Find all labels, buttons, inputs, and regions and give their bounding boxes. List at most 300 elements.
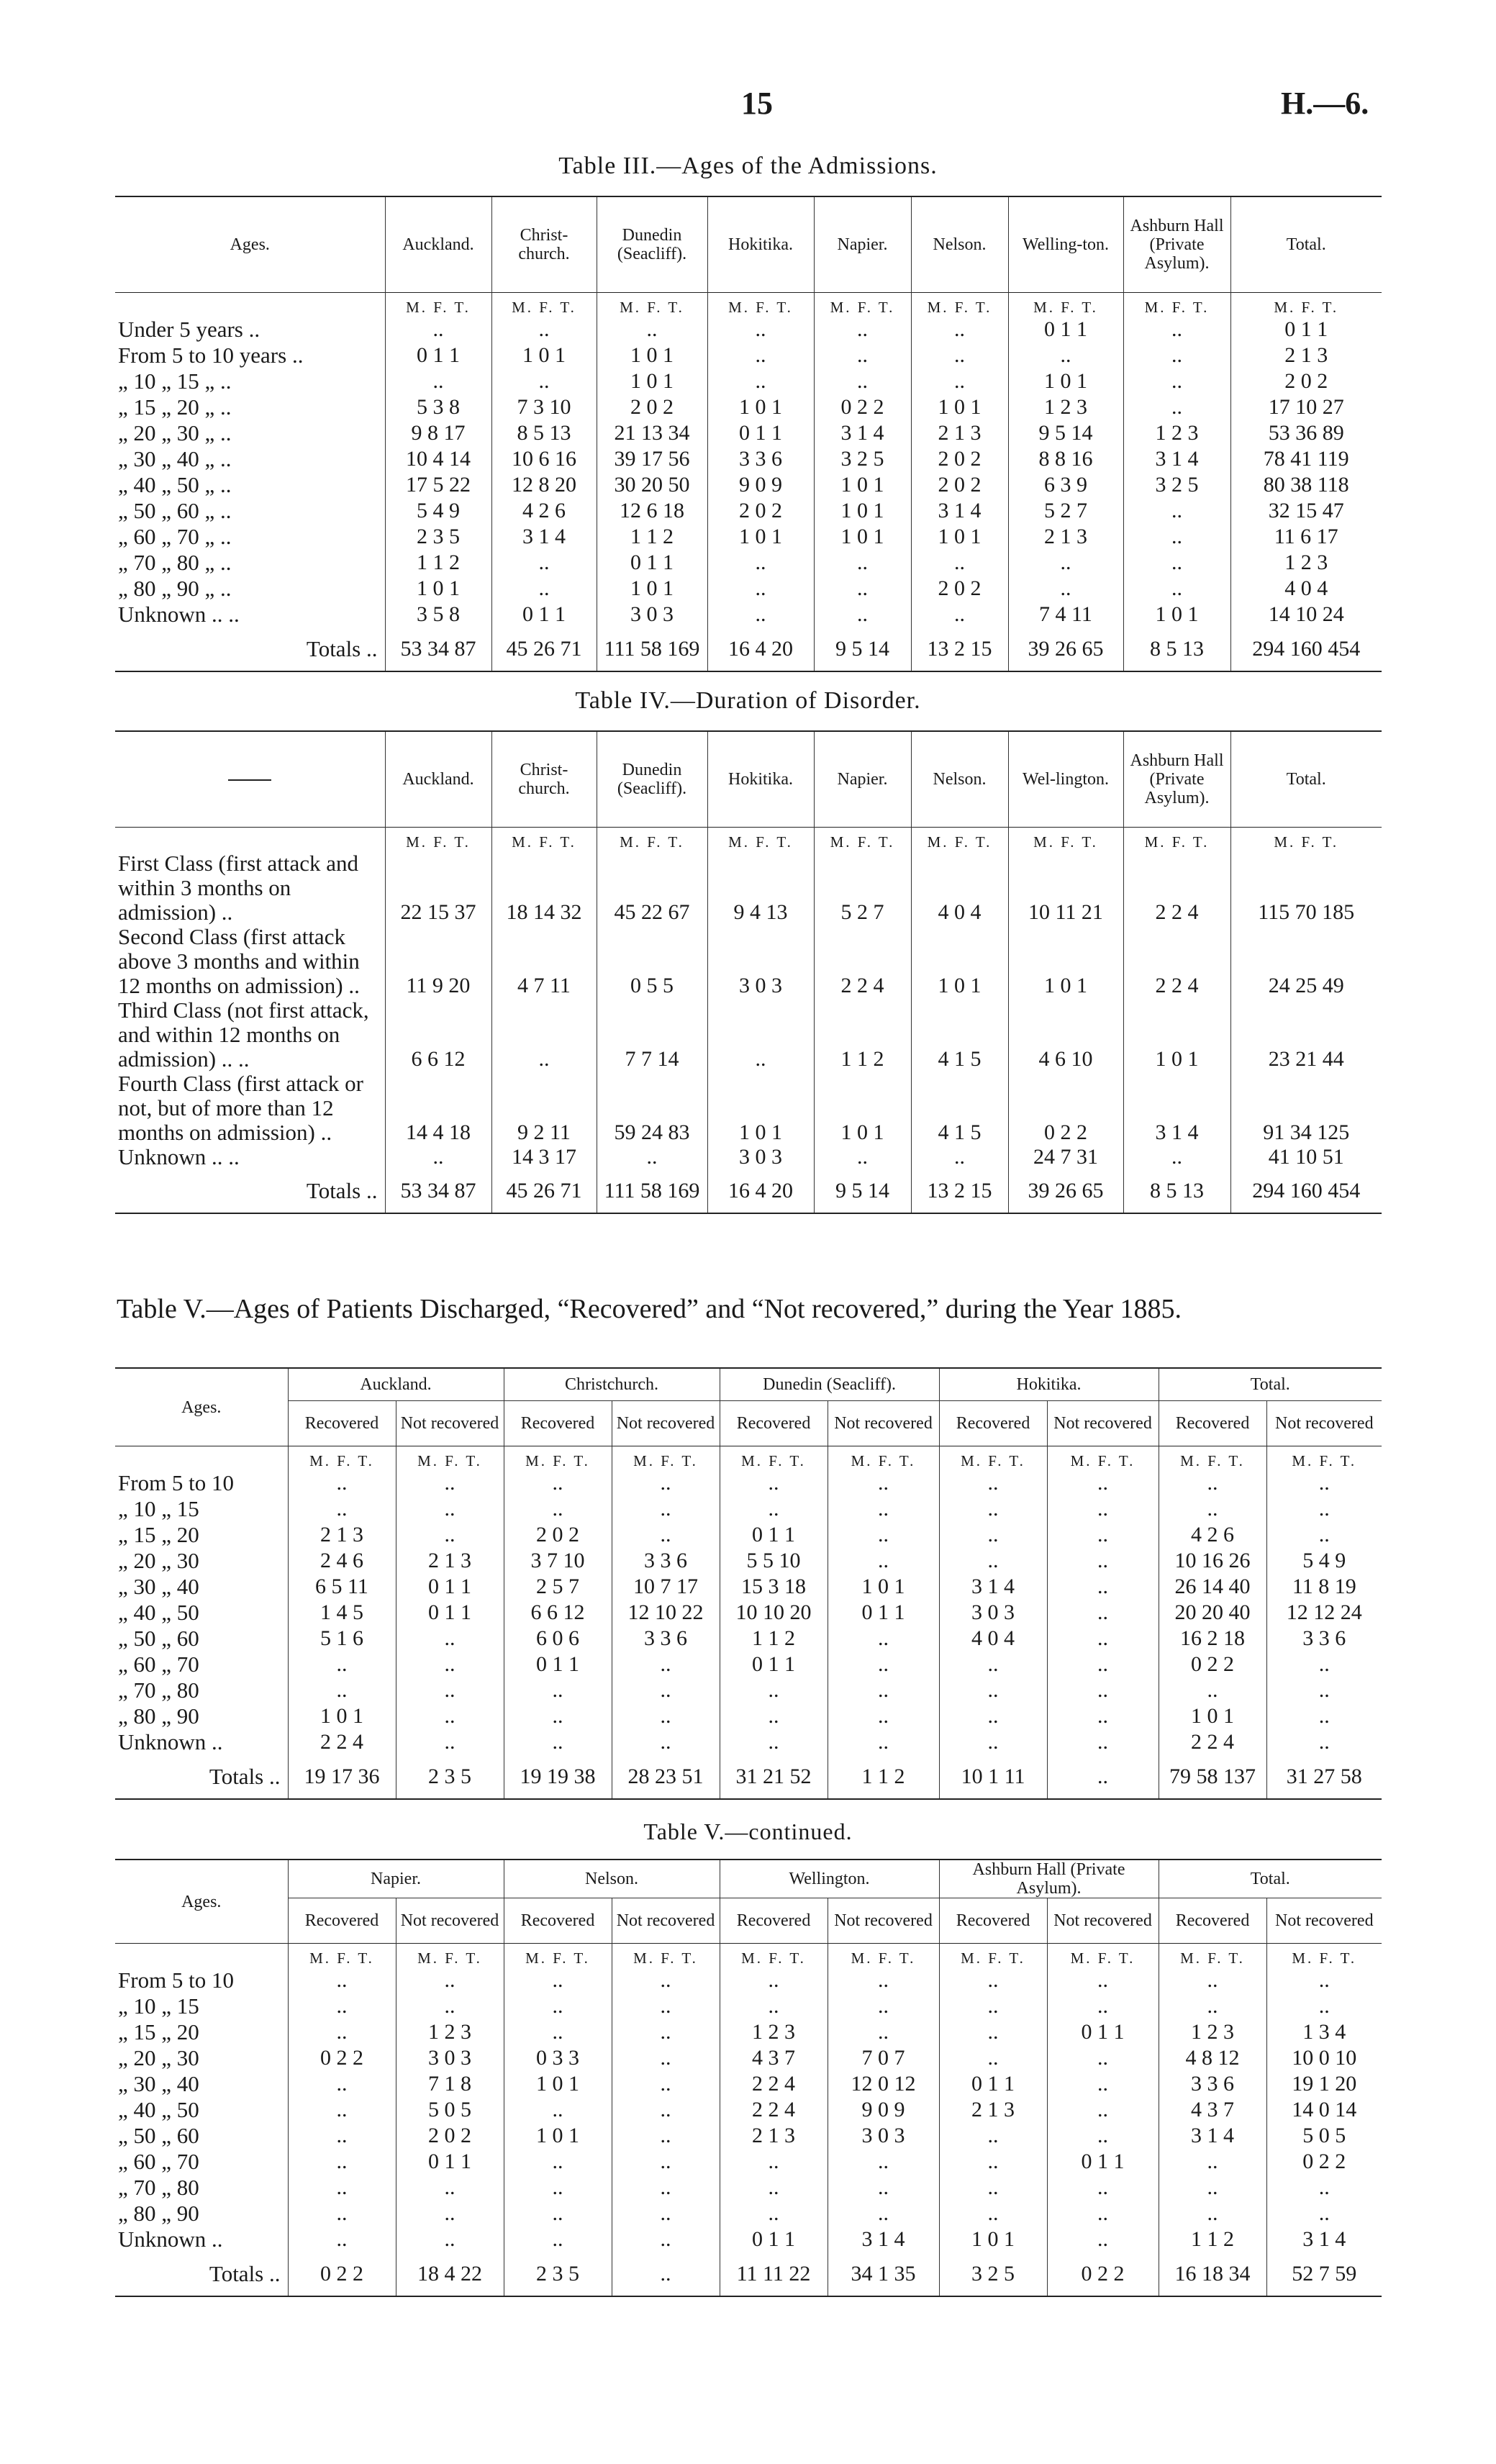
t3-cell: 1 0 1 xyxy=(491,343,597,368)
t5b-cell: 7 0 7 xyxy=(828,2045,939,2071)
t3-totals-cell: 111 58 169 xyxy=(597,628,707,671)
t5b-cell: 1 2 3 xyxy=(720,2019,828,2045)
t3-cell: 4 0 4 xyxy=(1230,576,1382,602)
t4-cell: 4 6 10 xyxy=(1008,998,1123,1072)
t4-header-col: Auckland. xyxy=(385,731,491,828)
t3-cell: 1 2 3 xyxy=(1123,420,1230,446)
t5b-cell: .. xyxy=(720,2149,828,2175)
t3-row xyxy=(115,420,1382,446)
t4-cell: 23 21 44 xyxy=(1230,998,1382,1072)
t3-cell: 1 1 2 xyxy=(385,550,491,576)
t4-totals-cell: 13 2 15 xyxy=(911,1169,1008,1213)
t5b-cell: .. xyxy=(828,1993,939,2019)
t5b-sub-mft: M. F. T. xyxy=(828,1944,939,1968)
t5b-cell: 0 1 1 xyxy=(939,2071,1047,2097)
t4-header-col: Christ-church. xyxy=(491,731,597,828)
t5b-cell: 1 2 3 xyxy=(396,2019,504,2045)
t4-header-col: Dunedin (Seacliff). xyxy=(597,731,707,828)
t4-cell: 59 24 83 xyxy=(597,1072,707,1145)
page-number: 15 xyxy=(741,86,773,121)
t5b-cell: .. xyxy=(396,2227,504,2252)
t5b-cell: 3 1 4 xyxy=(828,2227,939,2252)
t3-sub-mft: M. F. T. xyxy=(1008,293,1123,317)
t3-cell: 39 17 56 xyxy=(597,446,707,472)
t4-cell: .. xyxy=(707,998,814,1072)
t5b-cell: 19 1 20 xyxy=(1266,2071,1382,2097)
t5b-cell: .. xyxy=(1266,2175,1382,2201)
t5b-cell: 2 0 2 xyxy=(396,2123,504,2149)
t3-cell: 3 2 5 xyxy=(1123,472,1230,498)
t3-cell: 9 5 14 xyxy=(1008,420,1123,446)
t5b-not-recovered-header: Not recovered xyxy=(828,1898,939,1944)
t5-totals-cell: 79 58 137 xyxy=(1159,1755,1266,1799)
t3-row-label: „ 20 „ 30 „ .. xyxy=(118,420,232,445)
t5b-group-header: Wellington. xyxy=(720,1860,939,1898)
t5-not-recovered-header: Not recovered xyxy=(828,1401,939,1446)
t4-sub-mft: M. F. T. xyxy=(1008,828,1123,852)
t4-header-col: Hokitika. xyxy=(707,731,814,828)
t5-cell: .. xyxy=(1159,1470,1266,1496)
t5b-row xyxy=(115,1967,1382,1993)
t4-totals-cell: 45 26 71 xyxy=(491,1169,597,1213)
t5b-row xyxy=(115,2227,1382,2252)
t3-totals-cell: 294 160 454 xyxy=(1230,628,1382,671)
t4-cell: 2 2 4 xyxy=(1123,851,1230,925)
t3-cell: 1 0 1 xyxy=(597,576,707,602)
t5-cell: .. xyxy=(939,1470,1047,1496)
t3-row-label: „ 30 „ 40 „ .. xyxy=(118,446,232,471)
t5b-row-label: „ 15 „ 20 xyxy=(118,2019,199,2044)
t5b-cell: .. xyxy=(939,1967,1047,1993)
t5b-cell: 1 0 1 xyxy=(939,2227,1047,2252)
t5-cell: .. xyxy=(720,1729,828,1755)
t4-cell: 1 0 1 xyxy=(1123,998,1230,1072)
t3-cell: .. xyxy=(1123,317,1230,343)
t5-group-header: Auckland. xyxy=(288,1368,504,1401)
t3-cell: 21 13 34 xyxy=(597,420,707,446)
t5-totals-cell: 19 17 36 xyxy=(288,1755,396,1799)
t5b-cell: .. xyxy=(1047,2227,1159,2252)
t5-cell: 4 2 6 xyxy=(1159,1522,1266,1548)
t4-row-label: First Class (first attack and within 3 months on admission) .. xyxy=(118,851,359,925)
t5b-sub-mft: M. F. T. xyxy=(1047,1944,1159,1968)
t5-sub-mft: M. F. T. xyxy=(288,1446,396,1471)
t3-cell: 0 1 1 xyxy=(1008,317,1123,343)
t4-cell: 1 1 2 xyxy=(814,998,911,1072)
t4-sub-mft: M. F. T. xyxy=(491,828,597,852)
t4-cell: 5 2 7 xyxy=(814,851,911,925)
t5b-cell: 1 0 1 xyxy=(504,2071,612,2097)
t5-cell: .. xyxy=(828,1729,939,1755)
t5-cell: 6 6 12 xyxy=(504,1600,612,1626)
t3-cell: 1 0 1 xyxy=(814,472,911,498)
t5-cell: .. xyxy=(939,1703,1047,1729)
t5b-cell: 0 1 1 xyxy=(1047,2019,1159,2045)
t5b-sub-mft: M. F. T. xyxy=(612,1944,720,1968)
t4-cell: 4 7 11 xyxy=(491,925,597,998)
t4-cell: 4 0 4 xyxy=(911,851,1008,925)
t3-cell: 3 5 8 xyxy=(385,602,491,628)
t5b-cell: 1 1 2 xyxy=(1159,2227,1266,2252)
t3-totals-cell: 13 2 15 xyxy=(911,628,1008,671)
t3-cell: 3 0 3 xyxy=(597,602,707,628)
t3-cell: .. xyxy=(491,317,597,343)
t5b-cell: .. xyxy=(720,1967,828,1993)
t5-row-label: „ 30 „ 40 xyxy=(118,1574,199,1599)
table-4-blank-header xyxy=(115,731,385,828)
t4-cell: 6 6 12 xyxy=(385,998,491,1072)
t5b-row-label: „ 20 „ 30 xyxy=(118,2045,199,2070)
t3-header-col: Total. xyxy=(1230,196,1382,293)
t5b-cell: 2 1 3 xyxy=(939,2097,1047,2123)
t5-row xyxy=(115,1703,1382,1729)
t3-header-col: Nelson. xyxy=(911,196,1008,293)
t5-not-recovered-header: Not recovered xyxy=(612,1401,720,1446)
t4-cell: .. xyxy=(385,1145,491,1169)
t3-header-col: Hokitika. xyxy=(707,196,814,293)
t4-cell: 24 7 31 xyxy=(1008,1145,1123,1169)
t5-cell: 1 1 2 xyxy=(720,1626,828,1652)
t5b-cell: .. xyxy=(612,2175,720,2201)
t5-row-label: From 5 to 10 xyxy=(118,1470,235,1495)
t5-totals-label: Totals .. xyxy=(115,1755,288,1799)
t4-sub-mft: M. F. T. xyxy=(707,828,814,852)
t4-header-col: Wel-lington. xyxy=(1008,731,1123,828)
t5-cell: .. xyxy=(612,1496,720,1522)
t3-cell: 0 1 1 xyxy=(385,343,491,368)
t5-cell: .. xyxy=(1266,1652,1382,1677)
t5b-recovered-header: Recovered xyxy=(288,1898,396,1944)
t3-cell: 11 6 17 xyxy=(1230,524,1382,550)
t5b-totals-label: Totals .. xyxy=(115,2252,288,2296)
t5-row-label: „ 60 „ 70 xyxy=(118,1652,199,1677)
t5-sub-mft: M. F. T. xyxy=(504,1446,612,1471)
t5-cell: 2 2 4 xyxy=(288,1729,396,1755)
t5b-cell: .. xyxy=(1047,2071,1159,2097)
t5-row-label: „ 70 „ 80 xyxy=(118,1677,199,1703)
t3-cell: 1 0 1 xyxy=(1008,368,1123,394)
t5-cell: 12 10 22 xyxy=(612,1600,720,1626)
t5-cell: .. xyxy=(720,1677,828,1703)
t5-cell: .. xyxy=(939,1522,1047,1548)
t5-cell: .. xyxy=(1047,1522,1159,1548)
t5-cell: .. xyxy=(828,1522,939,1548)
t5b-recovered-header: Recovered xyxy=(720,1898,828,1944)
t5b-row xyxy=(115,2201,1382,2227)
t5b-cell: .. xyxy=(504,2149,612,2175)
t5b-cell: .. xyxy=(288,2097,396,2123)
t4-cell: 11 9 20 xyxy=(385,925,491,998)
t5b-row xyxy=(115,2019,1382,2045)
t4-sub-mft: M. F. T. xyxy=(1230,828,1382,852)
t5b-group-header: Ashburn Hall (Private Asylum). xyxy=(939,1860,1159,1898)
t5-totals-cell: 1 1 2 xyxy=(828,1755,939,1799)
t5b-totals-cell: 34 1 35 xyxy=(828,2252,939,2296)
t5-group-header: Dunedin (Seacliff). xyxy=(720,1368,939,1401)
table-4-duration-of-disorder xyxy=(115,730,1382,1214)
t5b-cell: 0 2 2 xyxy=(1266,2149,1382,2175)
t4-totals-cell: 9 5 14 xyxy=(814,1169,911,1213)
t3-cell: 1 0 1 xyxy=(911,524,1008,550)
t3-cell: 1 0 1 xyxy=(597,343,707,368)
t3-cell: 2 0 2 xyxy=(911,576,1008,602)
t5-cell: 3 3 6 xyxy=(1266,1626,1382,1652)
t5b-cell: .. xyxy=(828,2201,939,2227)
t3-sub-blank xyxy=(115,293,385,317)
t3-row xyxy=(115,368,1382,394)
t3-cell: 0 1 1 xyxy=(707,420,814,446)
t5-row-label: „ 10 „ 15 xyxy=(118,1496,199,1521)
t3-cell: .. xyxy=(911,368,1008,394)
t5-cell: 15 3 18 xyxy=(720,1574,828,1600)
t3-cell: .. xyxy=(814,343,911,368)
t5b-cell: 2 1 3 xyxy=(720,2123,828,2149)
t5b-totals-cell: 0 2 2 xyxy=(288,2252,396,2296)
t5b-totals-cell: 16 18 34 xyxy=(1159,2252,1266,2296)
t4-totals-cell: 294 160 454 xyxy=(1230,1169,1382,1213)
t3-cell: .. xyxy=(491,368,597,394)
t4-cell: 1 0 1 xyxy=(707,1072,814,1145)
t5b-cell: .. xyxy=(396,1993,504,2019)
t5-cell: .. xyxy=(1266,1677,1382,1703)
t5-recovered-header: Recovered xyxy=(288,1401,396,1446)
t5b-cell: 0 1 1 xyxy=(396,2149,504,2175)
t5b-cell: .. xyxy=(1159,2175,1266,2201)
t5-cell: .. xyxy=(504,1470,612,1496)
t5b-cell: .. xyxy=(612,2019,720,2045)
t5b-cell: .. xyxy=(828,2175,939,2201)
t5b-recovered-header: Recovered xyxy=(504,1898,612,1944)
t5-cell: .. xyxy=(1047,1729,1159,1755)
t5-group-header: Hokitika. xyxy=(939,1368,1159,1401)
t3-row xyxy=(115,446,1382,472)
t5b-cell: .. xyxy=(1047,1993,1159,2019)
t3-cell: .. xyxy=(911,317,1008,343)
t3-cell: 3 2 5 xyxy=(814,446,911,472)
t5b-row-label: „ 80 „ 90 xyxy=(118,2201,199,2226)
t5-cell: 5 5 10 xyxy=(720,1548,828,1574)
t3-cell: .. xyxy=(911,343,1008,368)
t3-header-ages: Ages. xyxy=(115,196,385,293)
t3-sub-mft: M. F. T. xyxy=(911,293,1008,317)
t5-sub-blank xyxy=(115,1446,288,1471)
t3-cell: .. xyxy=(707,368,814,394)
t5b-cell: 3 1 4 xyxy=(1159,2123,1266,2149)
t3-cell: .. xyxy=(911,550,1008,576)
t5-recovered-header: Recovered xyxy=(939,1401,1047,1446)
t3-cell: 1 0 1 xyxy=(385,576,491,602)
t4-sub-mft: M. F. T. xyxy=(597,828,707,852)
t3-cell: 1 2 3 xyxy=(1008,394,1123,420)
t3-cell: .. xyxy=(1123,524,1230,550)
t5-cell: .. xyxy=(939,1729,1047,1755)
t5-totals-cell: .. xyxy=(1047,1755,1159,1799)
t5b-cell: .. xyxy=(1266,1993,1382,2019)
t5-cell: 1 4 5 xyxy=(288,1600,396,1626)
t3-cell: 30 20 50 xyxy=(597,472,707,498)
t3-totals-cell: 8 5 13 xyxy=(1123,628,1230,671)
t5b-not-recovered-header: Not recovered xyxy=(612,1898,720,1944)
t5b-row-label: „ 10 „ 15 xyxy=(118,1993,199,2019)
t5-cell: .. xyxy=(1047,1548,1159,1574)
t5-cell: .. xyxy=(1159,1496,1266,1522)
t5b-cell: .. xyxy=(1159,2201,1266,2227)
t5-not-recovered-header: Not recovered xyxy=(396,1401,504,1446)
t5b-sub-mft: M. F. T. xyxy=(504,1944,612,1968)
t5b-cell: .. xyxy=(1047,2175,1159,2201)
t3-cell: 1 0 1 xyxy=(1123,602,1230,628)
t5b-cell: 1 3 4 xyxy=(1266,2019,1382,2045)
t5b-recovered-header: Recovered xyxy=(1159,1898,1266,1944)
t5b-cell: .. xyxy=(1047,2097,1159,2123)
table-3-ages-of-admissions xyxy=(115,196,1382,672)
t5b-cell: .. xyxy=(828,2019,939,2045)
t5-totals-cell: 31 21 52 xyxy=(720,1755,828,1799)
t3-cell: 9 0 9 xyxy=(707,472,814,498)
t3-cell: 10 4 14 xyxy=(385,446,491,472)
t3-cell: .. xyxy=(814,550,911,576)
t5b-recovered-header: Recovered xyxy=(939,1898,1047,1944)
t3-cell: 12 8 20 xyxy=(491,472,597,498)
t5b-totals-cell: 52 7 59 xyxy=(1266,2252,1382,2296)
t5b-sub-mft: M. F. T. xyxy=(1266,1944,1382,1968)
t3-sub-mft: M. F. T. xyxy=(1123,293,1230,317)
t5-cell: .. xyxy=(828,1652,939,1677)
t3-header-col: Welling-ton. xyxy=(1008,196,1123,293)
t4-header-col: Napier. xyxy=(814,731,911,828)
t5-cell: .. xyxy=(828,1548,939,1574)
t5-sub-mft: M. F. T. xyxy=(396,1446,504,1471)
t5-cell: .. xyxy=(396,1703,504,1729)
t5-cell: .. xyxy=(1047,1470,1159,1496)
t4-cell: 0 5 5 xyxy=(597,925,707,998)
t5-cell: 5 4 9 xyxy=(1266,1548,1382,1574)
t5-cell: .. xyxy=(396,1652,504,1677)
t4-cell: 14 4 18 xyxy=(385,1072,491,1145)
t3-totals-cell: 53 34 87 xyxy=(385,628,491,671)
t4-header-col: Nelson. xyxy=(911,731,1008,828)
t3-header-col: Christ-church. xyxy=(491,196,597,293)
t5b-cell: 1 2 3 xyxy=(1159,2019,1266,2045)
t5-cell: 0 1 1 xyxy=(828,1600,939,1626)
t5b-cell: 4 8 12 xyxy=(1159,2045,1266,2071)
t5b-row-label: „ 60 „ 70 xyxy=(118,2149,199,2174)
t5b-cell: .. xyxy=(504,2201,612,2227)
t5-cell: 1 0 1 xyxy=(828,1574,939,1600)
t5-row xyxy=(115,1600,1382,1626)
t4-row xyxy=(115,851,1382,925)
t5-cell: .. xyxy=(288,1652,396,1677)
t4-cell: 41 10 51 xyxy=(1230,1145,1382,1169)
t5-row xyxy=(115,1626,1382,1652)
t3-row xyxy=(115,602,1382,628)
t5-cell: .. xyxy=(288,1677,396,1703)
t5b-cell: .. xyxy=(720,2201,828,2227)
t3-cell: 2 0 2 xyxy=(911,446,1008,472)
t3-cell: .. xyxy=(1008,576,1123,602)
t5-cell: .. xyxy=(1047,1703,1159,1729)
t5b-cell: 10 0 10 xyxy=(1266,2045,1382,2071)
t5b-sub-mft: M. F. T. xyxy=(939,1944,1047,1968)
t3-cell: 3 1 4 xyxy=(814,420,911,446)
t5b-sub-mft: M. F. T. xyxy=(288,1944,396,1968)
t5b-cell: 0 1 1 xyxy=(1047,2149,1159,2175)
t3-cell: 2 0 2 xyxy=(911,472,1008,498)
t5-cell: .. xyxy=(720,1496,828,1522)
t5-recovered-header: Recovered xyxy=(720,1401,828,1446)
t3-row-label: „ 70 „ 80 „ .. xyxy=(118,550,232,575)
t5-cell: .. xyxy=(612,1652,720,1677)
t3-cell: .. xyxy=(1123,550,1230,576)
t4-cell: 18 14 32 xyxy=(491,851,597,925)
t5b-cell: .. xyxy=(939,2123,1047,2149)
t5-cell: 0 1 1 xyxy=(504,1652,612,1677)
t4-totals-cell: 111 58 169 xyxy=(597,1169,707,1213)
t5-sub-mft: M. F. T. xyxy=(828,1446,939,1471)
t5-cell: .. xyxy=(1266,1496,1382,1522)
t3-cell: 53 36 89 xyxy=(1230,420,1382,446)
t3-cell: 2 1 3 xyxy=(1230,343,1382,368)
t5-cell: .. xyxy=(504,1703,612,1729)
t3-cell: 1 1 2 xyxy=(597,524,707,550)
t5-cell: .. xyxy=(1266,1522,1382,1548)
t5-cell: .. xyxy=(1266,1703,1382,1729)
t5-sub-mft: M. F. T. xyxy=(720,1446,828,1471)
page-code: H.—6. xyxy=(1281,86,1369,121)
t3-cell: .. xyxy=(1008,550,1123,576)
t5-cell: .. xyxy=(828,1626,939,1652)
t3-sub-mft: M. F. T. xyxy=(1230,293,1382,317)
t3-row-label: Under 5 years .. xyxy=(118,317,260,342)
t5-cell: .. xyxy=(939,1652,1047,1677)
t3-cell: 80 38 118 xyxy=(1230,472,1382,498)
t3-cell: .. xyxy=(385,368,491,394)
t5-cell: .. xyxy=(1047,1652,1159,1677)
t4-cell: 4 1 5 xyxy=(911,1072,1008,1145)
t3-cell: 3 1 4 xyxy=(1123,446,1230,472)
t5-cell: .. xyxy=(396,1470,504,1496)
t5b-cell: .. xyxy=(1047,2201,1159,2227)
t5-sub-mft: M. F. T. xyxy=(939,1446,1047,1471)
t5b-not-recovered-header: Not recovered xyxy=(396,1898,504,1944)
t4-totals-cell: 16 4 20 xyxy=(707,1169,814,1213)
t5-cell: .. xyxy=(396,1729,504,1755)
t5b-cell: .. xyxy=(1047,2045,1159,2071)
t5-cell: 5 1 6 xyxy=(288,1626,396,1652)
t3-row xyxy=(115,317,1382,343)
t3-cell: 10 6 16 xyxy=(491,446,597,472)
t3-row xyxy=(115,498,1382,524)
t3-cell: 2 0 2 xyxy=(597,394,707,420)
t3-cell: .. xyxy=(385,317,491,343)
t4-row xyxy=(115,925,1382,998)
t5-row-label: Unknown .. xyxy=(118,1729,223,1754)
t5b-cell: 14 0 14 xyxy=(1266,2097,1382,2123)
t4-row xyxy=(115,998,1382,1072)
t3-row-label: Unknown .. .. xyxy=(118,602,240,627)
t5-cell: .. xyxy=(504,1496,612,1522)
t5-cell: 2 1 3 xyxy=(396,1548,504,1574)
t5-group-header: Christchurch. xyxy=(504,1368,720,1401)
t5-recovered-header: Recovered xyxy=(1159,1401,1266,1446)
t3-cell: 3 1 4 xyxy=(491,524,597,550)
t5-cell: .. xyxy=(288,1470,396,1496)
t5-sub-mft: M. F. T. xyxy=(1266,1446,1382,1471)
t5b-sub-blank xyxy=(115,1944,288,1968)
t5-cell: .. xyxy=(612,1470,720,1496)
t5-cell: .. xyxy=(612,1522,720,1548)
t5b-cell: .. xyxy=(1047,2123,1159,2149)
